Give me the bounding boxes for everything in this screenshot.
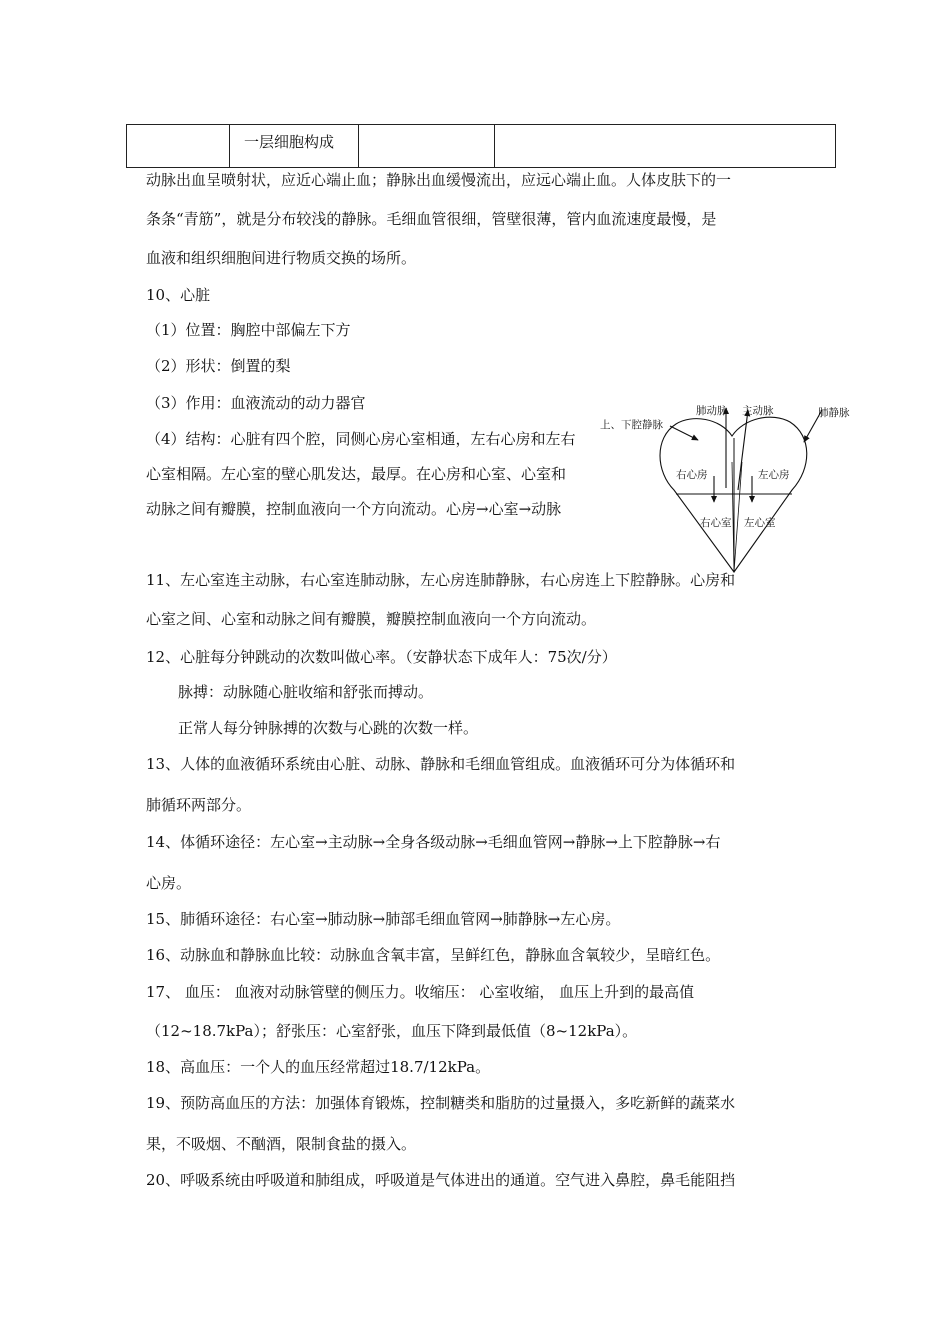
paragraph-line: 17、 血压： 血液对动脉管壁的侧压力。收缩压： 心室收缩， 血压上升到的最高值 bbox=[146, 983, 695, 1001]
paragraph-line: 14、体循环途径：左心室→主动脉→全身各级动脉→毛细血管网→静脉→上下腔静脉→右 bbox=[146, 833, 721, 851]
list-item: 动脉之间有瓣膜，控制血液向一个方向流动。心房→心室→动脉 bbox=[146, 500, 562, 518]
heart-diagram bbox=[596, 398, 864, 590]
table-cell: 一层细胞构成 bbox=[230, 125, 359, 168]
table-fragment bbox=[126, 124, 836, 168]
paragraph-line: 正常人每分钟脉搏的次数与心跳的次数一样。 bbox=[178, 719, 479, 737]
paragraph-line: 心室之间、心室和动脉之间有瓣膜，瓣膜控制血液向一个方向流动。 bbox=[146, 610, 597, 628]
list-item: （2）形状：倒置的梨 bbox=[146, 357, 291, 375]
paragraph-line: 12、心脏每分钟跳动的次数叫做心率。（安静状态下成年人：75次/分） bbox=[146, 648, 617, 666]
table-row bbox=[127, 125, 836, 168]
paragraph-line: 15、肺循环途径：右心室→肺动脉→肺部毛细血管网→肺静脉→左心房。 bbox=[146, 910, 621, 928]
paragraph-line: 肺循环两部分。 bbox=[146, 796, 252, 814]
list-item: （4）结构：心脏有四个腔，同侧心房心室相通，左右心房和左右 bbox=[146, 430, 576, 448]
table-cell bbox=[127, 125, 230, 168]
list-item: （3）作用：血液流动的动力器官 bbox=[146, 394, 366, 412]
paragraph-line: 11、左心室连主动脉，右心室连肺动脉，左心房连肺静脉，右心房连上下腔静脉。心房和 bbox=[146, 571, 736, 589]
paragraph-line: 条条“青筋”，就是分布较浅的静脉。毛细血管很细，管壁很薄，管内血流速度最慢，是 bbox=[146, 210, 717, 228]
label-pulmonary-vein: 肺静脉 bbox=[818, 407, 850, 419]
paragraph-line: 心房。 bbox=[146, 874, 192, 892]
list-item: （1）位置：胸腔中部偏左下方 bbox=[146, 321, 351, 339]
label-aorta: 主动脉 bbox=[742, 405, 774, 417]
paragraph-line: 18、高血压：一个人的血压经常超过18.7/12kPa。 bbox=[146, 1058, 491, 1076]
label-left-ventricle: 左心室 bbox=[744, 517, 776, 529]
label-right-ventricle: 右心室 bbox=[700, 517, 732, 529]
paragraph-line: 20、呼吸系统由呼吸道和肺组成，呼吸道是气体进出的通道。空气进入鼻腔，鼻毛能阻挡 bbox=[146, 1171, 736, 1189]
label-left-atrium: 左心房 bbox=[758, 469, 790, 481]
paragraph-line: 脉搏：动脉随心脏收缩和舒张而搏动。 bbox=[178, 683, 434, 701]
label-right-atrium: 右心房 bbox=[676, 469, 708, 481]
heart-diagram-svg bbox=[596, 398, 864, 590]
list-item: 心室相隔。左心室的壁心肌发达，最厚。在心房和心室、心室和 bbox=[146, 465, 567, 483]
paragraph-line: 19、预防高血压的方法：加强体育锻炼，控制糖类和脂肪的过量摄入，多吃新鲜的蔬菜水 bbox=[146, 1094, 736, 1112]
table-cell bbox=[359, 125, 495, 168]
paragraph-line: 动脉出血呈喷射状，应近心端止血；静脉出血缓慢流出，应远心端止血。人体皮肤下的一 bbox=[146, 171, 732, 189]
paragraph-line: （12~18.7kPa）；舒张压：心室舒张，血压下降到最低值（8~12kPa）。 bbox=[146, 1022, 638, 1040]
label-pulmonary-artery: 肺动脉 bbox=[696, 405, 728, 417]
paragraph-line: 血液和组织细胞间进行物质交换的场所。 bbox=[146, 249, 417, 267]
paragraph-line: 果，不吸烟、不酗酒，限制食盐的摄入。 bbox=[146, 1135, 417, 1153]
label-vena-cava: 上、下腔静脉 bbox=[600, 419, 663, 431]
section-heading: 10、心脏 bbox=[146, 286, 211, 304]
paragraph-line: 13、人体的血液循环系统由心脏、动脉、静脉和毛细血管组成。血液循环可分为体循环和 bbox=[146, 755, 736, 773]
paragraph-line: 16、动脉血和静脉血比较：动脉血含氧丰富，呈鲜红色，静脉血含氧较少，呈暗红色。 bbox=[146, 946, 721, 964]
table-cell bbox=[495, 125, 836, 168]
